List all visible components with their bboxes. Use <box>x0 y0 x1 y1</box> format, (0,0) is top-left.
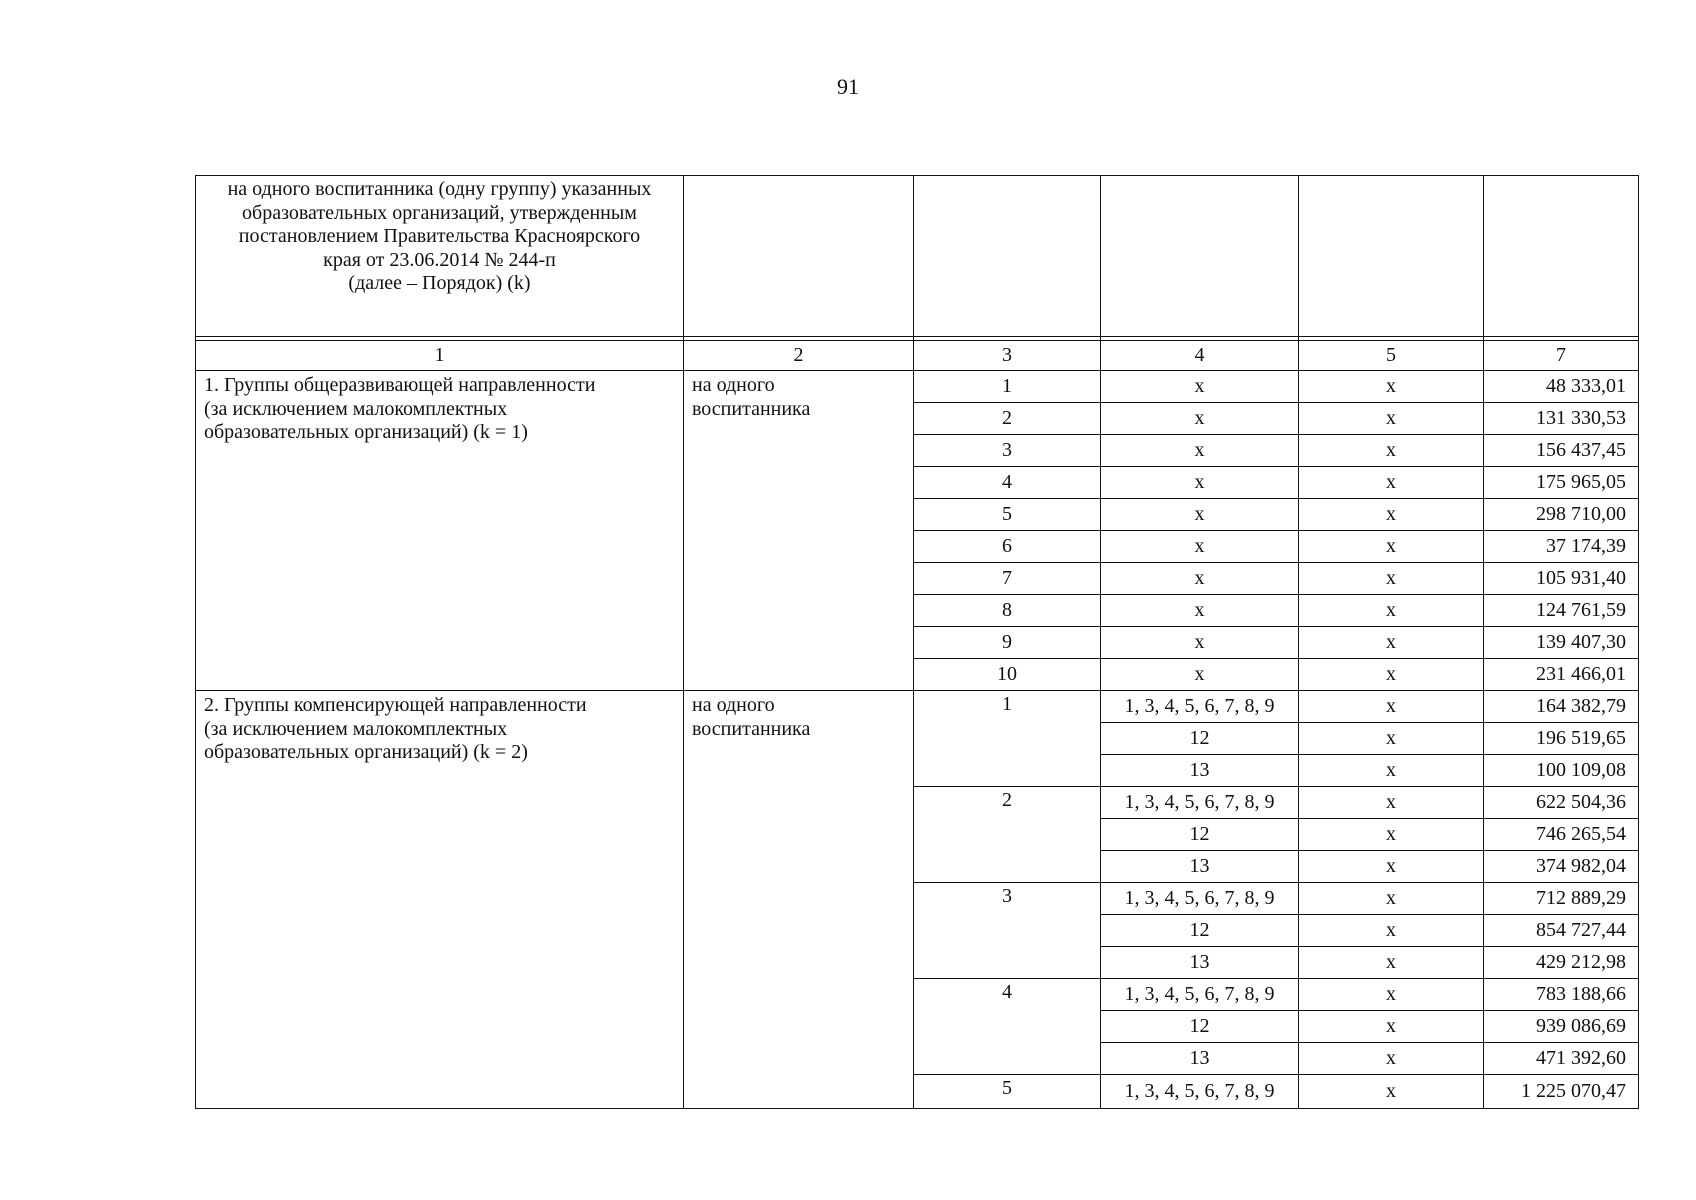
group1-unit <box>684 371 914 691</box>
header-line: края от 23.06.2014 № 244-п <box>323 248 556 271</box>
unit-line: воспитанника <box>692 717 811 740</box>
cell-col5: х <box>1299 371 1484 403</box>
column-number: 5 <box>1299 341 1484 371</box>
cell-col5: х <box>1299 851 1484 883</box>
cell-col7: 100 109,08 <box>1484 755 1639 787</box>
cell-col7: 298 710,00 <box>1484 499 1639 531</box>
cell-col5: х <box>1299 1075 1484 1109</box>
column-number: 1 <box>196 341 684 371</box>
group2-unit <box>684 691 914 1109</box>
cell-col4: 1, 3, 4, 5, 6, 7, 8, 9 <box>1101 979 1299 1011</box>
cell-col7: 712 889,29 <box>1484 883 1639 915</box>
cell-col7: 231 466,01 <box>1484 659 1639 691</box>
cell-col4: 12 <box>1101 723 1299 755</box>
cell-col3: 2 <box>914 787 1101 883</box>
cell-col5: х <box>1299 787 1484 819</box>
group-label-line: 2. Группы компенсирующей направленности <box>204 694 587 716</box>
column-number: 4 <box>1101 341 1299 371</box>
cell-col3: 4 <box>914 979 1101 1075</box>
cell-col5: х <box>1299 563 1484 595</box>
column-number: 7 <box>1484 341 1639 371</box>
cell-col4: 12 <box>1101 915 1299 947</box>
header-empty-cell <box>914 176 1101 337</box>
cell-col3: 7 <box>914 563 1101 595</box>
cell-col7: 429 212,98 <box>1484 947 1639 979</box>
cell-col3: 5 <box>914 1075 1101 1109</box>
cell-col5: х <box>1299 435 1484 467</box>
cell-col3: 10 <box>914 659 1101 691</box>
cell-col5: х <box>1299 627 1484 659</box>
cell-col5: х <box>1299 1011 1484 1043</box>
cell-col3: 2 <box>914 403 1101 435</box>
header-empty-cell <box>684 176 914 337</box>
cell-col7: 939 086,69 <box>1484 1011 1639 1043</box>
cell-col5: х <box>1299 467 1484 499</box>
cell-col5: х <box>1299 1043 1484 1075</box>
unit-line: на одного <box>692 694 775 716</box>
group-label-line: образовательных организаций) (k = 2) <box>204 741 528 764</box>
cell-col5: х <box>1299 723 1484 755</box>
group-label-line: (за исключением малокомплектных <box>204 717 508 740</box>
page-number: 91 <box>837 74 859 99</box>
table-header-row <box>196 176 1639 337</box>
cell-col3: 6 <box>914 531 1101 563</box>
cell-col7: 854 727,44 <box>1484 915 1639 947</box>
column-number-row <box>196 341 1639 371</box>
cell-col5: х <box>1299 947 1484 979</box>
cell-col5: х <box>1299 819 1484 851</box>
cell-col7: 124 761,59 <box>1484 595 1639 627</box>
cell-col4: 12 <box>1101 1011 1299 1043</box>
cell-col5: х <box>1299 595 1484 627</box>
cell-col3: 1 <box>914 371 1101 403</box>
cell-col4: х <box>1101 595 1299 627</box>
cell-col4: х <box>1101 435 1299 467</box>
cell-col4: 1, 3, 4, 5, 6, 7, 8, 9 <box>1101 883 1299 915</box>
cell-col7: 105 931,40 <box>1484 563 1639 595</box>
cell-col7: 1 225 070,47 <box>1484 1075 1639 1109</box>
cell-col4: х <box>1101 563 1299 595</box>
cell-col5: х <box>1299 979 1484 1011</box>
cell-col4: 1, 3, 4, 5, 6, 7, 8, 9 <box>1101 1075 1299 1109</box>
header-empty-cell <box>1101 176 1299 337</box>
cell-col3: 5 <box>914 499 1101 531</box>
cell-col4: х <box>1101 403 1299 435</box>
cell-col7: 156 437,45 <box>1484 435 1639 467</box>
unit-line: на одного <box>692 374 775 396</box>
cell-col5: х <box>1299 915 1484 947</box>
cell-col5: х <box>1299 691 1484 723</box>
tariff-table <box>195 175 1639 1109</box>
column-number: 2 <box>684 341 914 371</box>
cell-col5: х <box>1299 403 1484 435</box>
cell-col3: 3 <box>914 435 1101 467</box>
cell-col7: 139 407,30 <box>1484 627 1639 659</box>
header-line: образовательных организаций, утвержденным <box>242 201 637 224</box>
group1-label <box>196 371 684 691</box>
cell-col4: х <box>1101 499 1299 531</box>
cell-col4: 13 <box>1101 947 1299 979</box>
cell-col5: х <box>1299 499 1484 531</box>
cell-col3: 8 <box>914 595 1101 627</box>
cell-col4: х <box>1101 659 1299 691</box>
cell-col5: х <box>1299 531 1484 563</box>
header-empty-cell <box>1299 176 1484 337</box>
cell-col7: 37 174,39 <box>1484 531 1639 563</box>
cell-col5: х <box>1299 883 1484 915</box>
cell-col7: 131 330,53 <box>1484 403 1639 435</box>
header-line: на одного воспитанника (одну группу) указанных <box>227 178 652 200</box>
cell-col4: 13 <box>1101 755 1299 787</box>
cell-col7: 622 504,36 <box>1484 787 1639 819</box>
cell-col4: 12 <box>1101 819 1299 851</box>
column-number: 3 <box>914 341 1101 371</box>
header-line: постановлением Правительства Красноярского <box>238 225 641 248</box>
cell-col3: 4 <box>914 467 1101 499</box>
cell-col4: 13 <box>1101 1043 1299 1075</box>
cell-col3: 9 <box>914 627 1101 659</box>
cell-col5: х <box>1299 659 1484 691</box>
cell-col7: 471 392,60 <box>1484 1043 1639 1075</box>
header-line: (далее – Порядок) (k) <box>348 272 531 295</box>
cell-col4: 13 <box>1101 851 1299 883</box>
cell-col7: 196 519,65 <box>1484 723 1639 755</box>
cell-col7: 175 965,05 <box>1484 467 1639 499</box>
group-label-line: (за исключением малокомплектных <box>204 397 508 420</box>
cell-col7: 48 333,01 <box>1484 371 1639 403</box>
table-row <box>196 371 1639 403</box>
header-empty-cell <box>1484 176 1639 337</box>
cell-col7: 746 265,54 <box>1484 819 1639 851</box>
cell-col4: х <box>1101 467 1299 499</box>
group2-label <box>196 691 684 1109</box>
cell-col7: 164 382,79 <box>1484 691 1639 723</box>
table-row <box>196 691 1639 723</box>
group-label-line: 1. Группы общеразвивающей направленности <box>204 374 596 396</box>
cell-col4: 1, 3, 4, 5, 6, 7, 8, 9 <box>1101 787 1299 819</box>
cell-col4: х <box>1101 627 1299 659</box>
group-label-line: образовательных организаций) (k = 1) <box>204 421 528 444</box>
cell-col4: х <box>1101 531 1299 563</box>
cell-col3: 3 <box>914 883 1101 979</box>
cell-col4: х <box>1101 371 1299 403</box>
header-description-cell <box>196 176 684 337</box>
unit-line: воспитанника <box>692 397 811 420</box>
cell-col7: 783 188,66 <box>1484 979 1639 1011</box>
cell-col5: х <box>1299 755 1484 787</box>
cell-col3: 1 <box>914 691 1101 787</box>
cell-col4: 1, 3, 4, 5, 6, 7, 8, 9 <box>1101 691 1299 723</box>
cell-col7: 374 982,04 <box>1484 851 1639 883</box>
